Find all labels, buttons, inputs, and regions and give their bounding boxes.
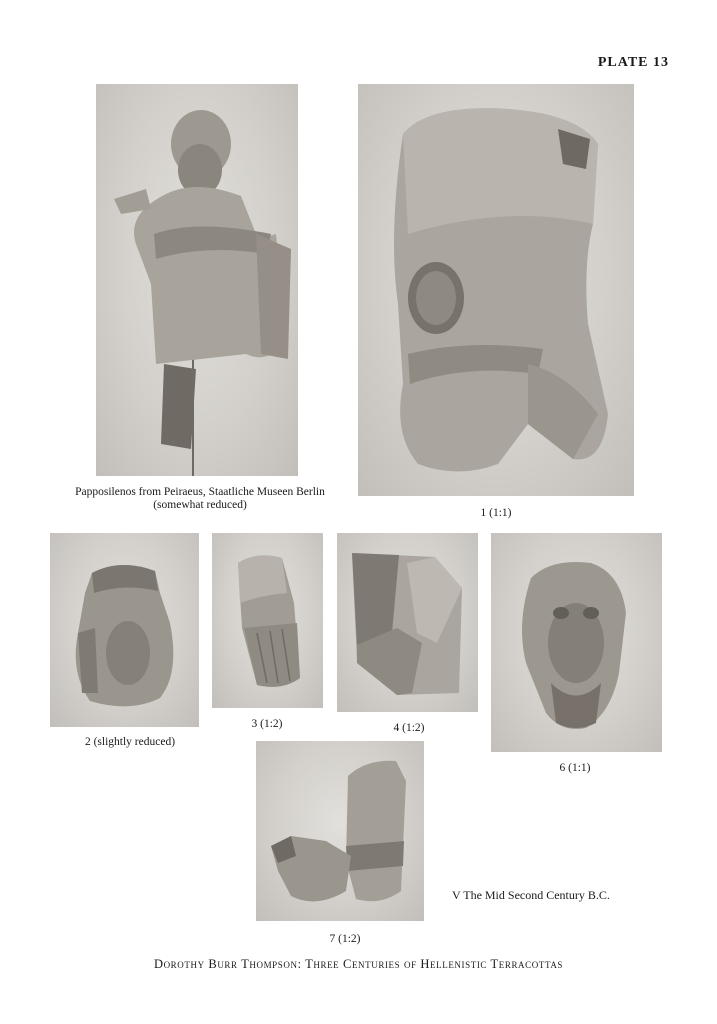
papposilenos-caption-line2: (somewhat reduced): [153, 499, 247, 511]
figure-2-photo: [50, 533, 199, 727]
figure-4-photo: [337, 533, 478, 712]
figure-7-photo: [256, 741, 424, 921]
figure-6-caption: 6 (1:1): [559, 762, 591, 774]
figure-7-caption: 7 (1:2): [329, 933, 361, 945]
figure-6-photo: [491, 533, 662, 752]
footer-credit: Dorothy Burr Thompson: Three Centuries of Hellenistic Terracottas: [153, 957, 564, 971]
figure-1-caption: 1 (1:1): [480, 507, 512, 519]
figure-3-photo: [212, 533, 323, 708]
figure-4-caption: 4 (1:2): [393, 722, 425, 734]
papposilenos-caption-line1: Papposilenos from Peiraeus, Staatliche Museen Berlin: [75, 486, 325, 498]
papposilenos-photo: [96, 84, 298, 476]
figure-1-photo: [358, 84, 634, 496]
plate-number: PLATE 13: [597, 55, 669, 70]
section-title: V The Mid Second Century B.C.: [452, 888, 610, 902]
figure-3-caption: 3 (1:2): [251, 718, 283, 730]
figure-2-caption: 2 (slightly reduced): [84, 736, 176, 748]
